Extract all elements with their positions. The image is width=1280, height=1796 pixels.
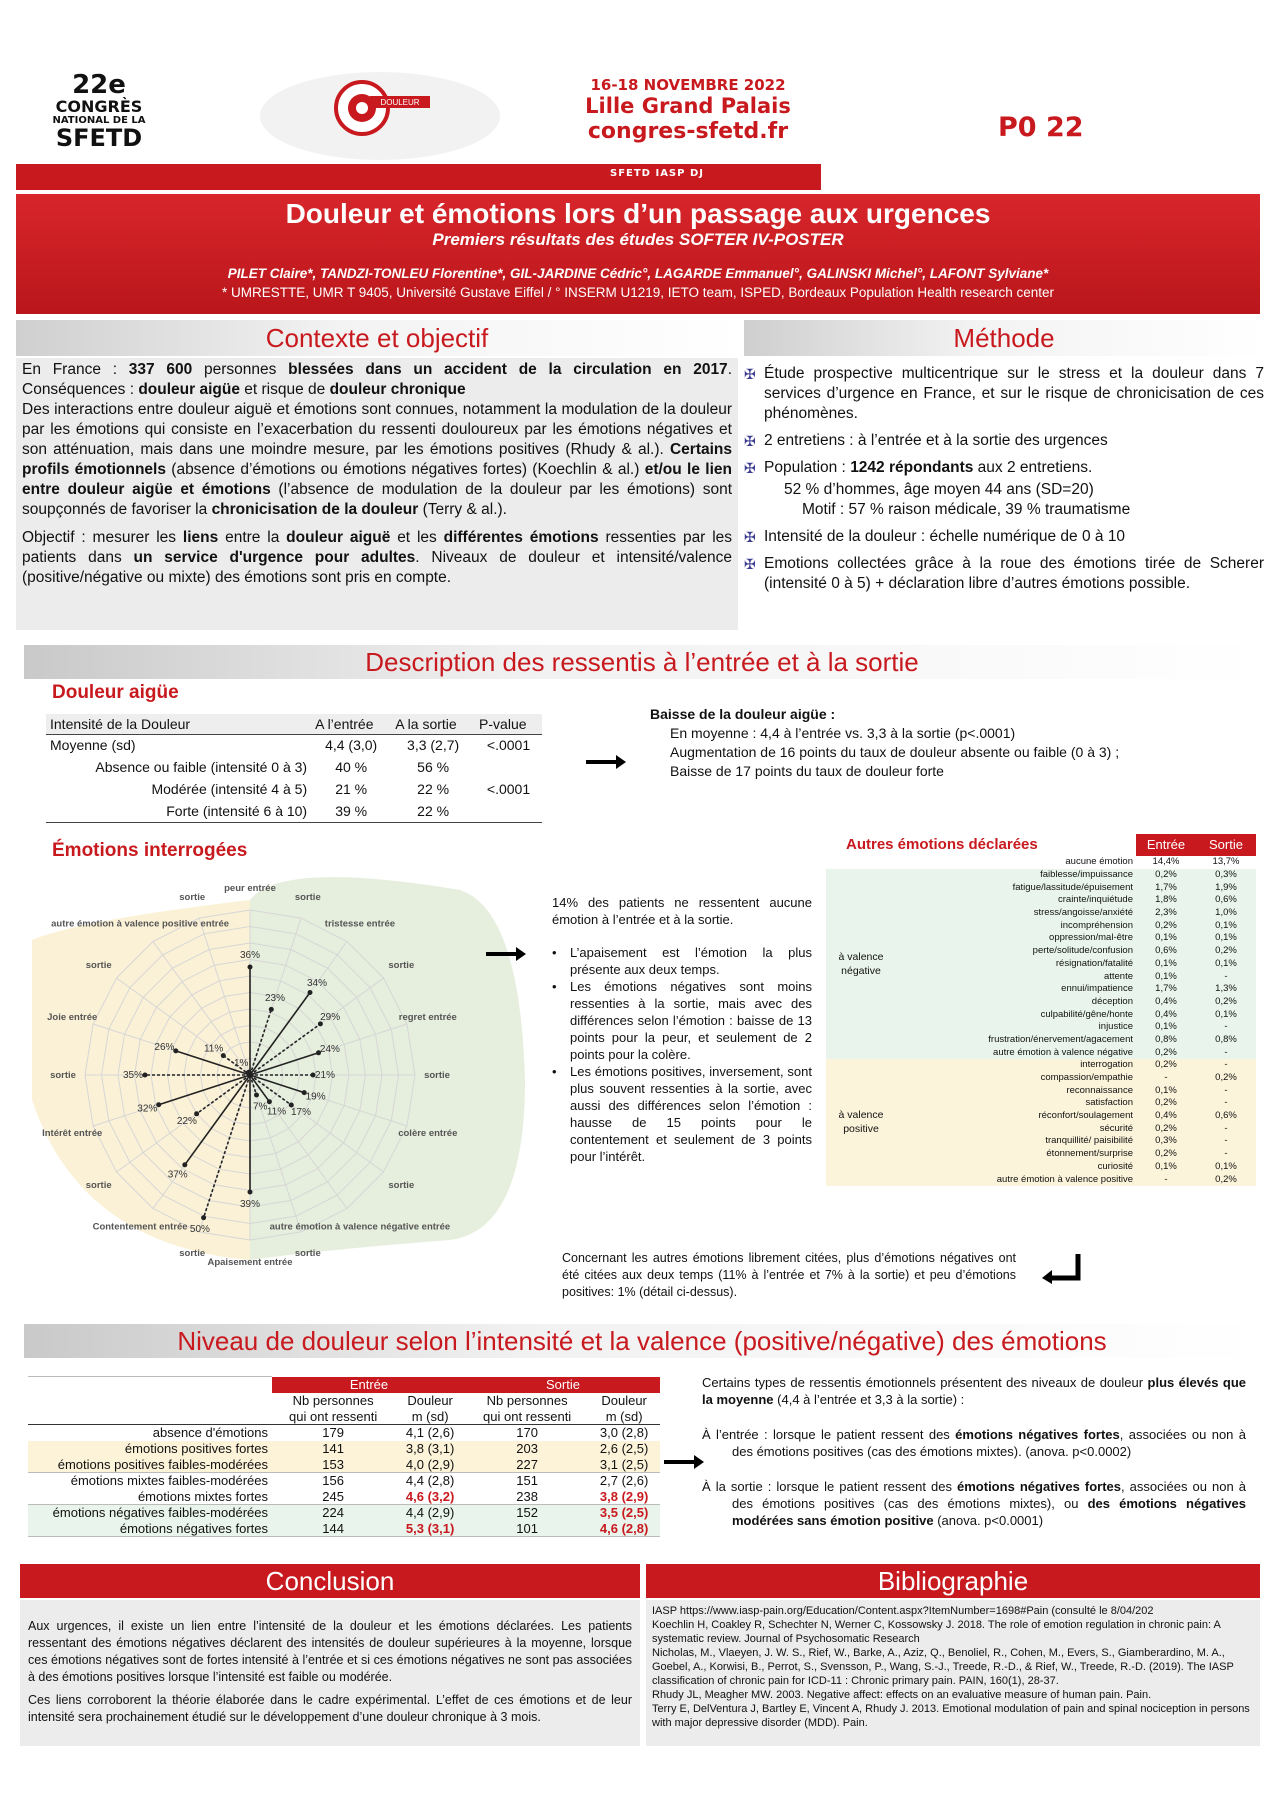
niveau-cell: 156 bbox=[322, 1473, 344, 1489]
radar-axis-label: tristesse entrée bbox=[324, 918, 396, 930]
congress-line1: CONGRÈS bbox=[55, 97, 143, 116]
emo-cell: - bbox=[1224, 1059, 1228, 1071]
autres-emotions-table bbox=[826, 834, 1256, 1186]
radar-axis-label: sortie bbox=[388, 960, 415, 972]
emo-cell: 0,1% bbox=[1215, 932, 1237, 944]
emo-cell: satisfaction bbox=[1085, 1097, 1133, 1109]
arrow-right-icon bbox=[664, 1452, 706, 1472]
emo-cell: 0,2% bbox=[1155, 1059, 1177, 1071]
contexte-heading: Contexte et objectif bbox=[16, 320, 738, 356]
emo-cell: déception bbox=[1091, 995, 1133, 1007]
bullet-star-icon: ✠ bbox=[744, 460, 756, 476]
niveau-cell: émotions positives fortes bbox=[124, 1441, 268, 1456]
radar-axis-label: autre émotion à valence positive entrée bbox=[51, 918, 230, 930]
niveau-subheader-row bbox=[28, 1409, 660, 1425]
niveau-cell: 144 bbox=[322, 1520, 344, 1536]
emo-cell: 0,3% bbox=[1215, 869, 1237, 881]
emo-cell: 0,1% bbox=[1155, 970, 1177, 982]
table-header: Intensité de la Douleur bbox=[46, 714, 311, 734]
emo-cell: 0,2% bbox=[1215, 945, 1237, 957]
radar-value-label: 50% bbox=[189, 1224, 210, 1236]
niveau-cell: 4,4 (2,9) bbox=[405, 1505, 455, 1521]
emo-cell: 2,3% bbox=[1155, 907, 1177, 919]
radar-value-label: 26% bbox=[154, 1042, 175, 1054]
radar-point bbox=[201, 1215, 206, 1220]
emo-cell: 1,7% bbox=[1155, 983, 1177, 995]
emo-cell: 0,2% bbox=[1155, 1046, 1177, 1058]
bib-ref: Rhudy JL, Meagher MW. 2003. Negative affect: effects on an evaluative measure of human pain. Pain. bbox=[652, 1689, 1152, 1701]
niveau-cell: 4,4 (2,8) bbox=[405, 1473, 455, 1489]
table-row bbox=[28, 1457, 660, 1473]
emo-cell: 0,2% bbox=[1155, 1122, 1177, 1134]
emo-cell: fatigue/lassitude/épuisement bbox=[1012, 881, 1133, 893]
table-header: P-value bbox=[475, 714, 542, 734]
emo-cell: résignation/fatalité bbox=[1055, 957, 1133, 969]
radar-axis-label: sortie bbox=[50, 1070, 76, 1081]
emo-cell: 0,8% bbox=[1215, 1033, 1237, 1045]
congress-line2: NATIONAL DE LA bbox=[52, 115, 146, 126]
radar-axis-label: sortie bbox=[388, 1179, 415, 1191]
niveau-cell: 152 bbox=[516, 1505, 538, 1521]
emo-cell: 0,2% bbox=[1215, 1072, 1237, 1084]
emo-cell: 0,6% bbox=[1155, 945, 1177, 957]
emo-cell: 0,1% bbox=[1215, 957, 1237, 969]
emo-cell: 1,3% bbox=[1215, 983, 1237, 995]
emo-cell: compassion/empathie bbox=[1040, 1072, 1133, 1084]
emo-cell: 0,4% bbox=[1155, 1008, 1177, 1020]
emo-cell: 0,1% bbox=[1155, 1160, 1177, 1172]
radar-point bbox=[248, 1190, 253, 1195]
table-header-row bbox=[46, 714, 542, 734]
radar-axis-label: sortie bbox=[424, 1070, 450, 1081]
title-banner bbox=[16, 194, 1260, 314]
table-row bbox=[28, 1441, 660, 1457]
congress-venue: Lille Grand Palais bbox=[585, 94, 791, 118]
douleur-table bbox=[46, 714, 542, 823]
emo-cell: faiblesse/impuissance bbox=[1040, 869, 1133, 881]
emblem-text: DOULEUR bbox=[380, 98, 420, 107]
contexte-para-1: En France : 337 600 personnes blessées dans un accident de la circulation en 2017. Conséquences : douleur aigüe et risque de douleur chronique bbox=[22, 361, 732, 398]
emo-title: Autres émotions déclarées bbox=[846, 836, 1038, 853]
emo-cell: 0,1% bbox=[1215, 919, 1237, 931]
niveau-col-header: qui ont ressenti bbox=[289, 1408, 378, 1424]
niveau-cell: 3,1 (2,5) bbox=[599, 1456, 649, 1472]
niveau-col-header: Nb personnes bbox=[486, 1393, 568, 1408]
niveau-cell: 3,8 (3,1) bbox=[405, 1441, 455, 1456]
bib-ref: Terry E, DelVentura J, Bartley E, Vincent A, Rhudy J. 2013. Emotional modulation of pain and spinal nociception in persons with major depressive disorder (MDD). Pain. bbox=[652, 1703, 1250, 1729]
emo-cell: - bbox=[1224, 1135, 1228, 1147]
table-row: Forte (intensité 6 à 10) 39 % 22 % bbox=[46, 800, 542, 822]
niveau-col-header: qui ont ressenti bbox=[483, 1408, 572, 1424]
methode-item: ✠ 2 entretiens : à l’entrée et à la sortie des urgences bbox=[744, 432, 1108, 449]
radar-value-label: 34% bbox=[306, 977, 328, 989]
methode-item: ✠ Emotions collectées grâce à la roue des émotions tirée de Scherer (intensité 0 à 5) + déclaration libre d’autres émotions possible. bbox=[744, 555, 1264, 592]
table-row: Moyenne (sd) 4,4 (3,0) 3,3 (2,7) <.0001 bbox=[50, 737, 531, 754]
emo-cell: autre émotion à valence positive bbox=[996, 1173, 1133, 1185]
bullet-star-icon: ✠ bbox=[744, 366, 756, 382]
emo-cell: 0,6% bbox=[1215, 894, 1237, 906]
radar-point bbox=[269, 1007, 274, 1012]
niveau-col-header: Douleur bbox=[407, 1393, 453, 1408]
emo-cell: ennui/impatience bbox=[1061, 983, 1133, 995]
emo-cell: - bbox=[1224, 970, 1228, 982]
radar-axis-label: sortie bbox=[294, 1247, 321, 1259]
emo-cell: 0,1% bbox=[1155, 932, 1177, 944]
emo-cell: 1,8% bbox=[1155, 894, 1177, 906]
niveau-cell: émotions mixtes fortes bbox=[137, 1488, 268, 1504]
conclusion-heading: Conclusion bbox=[20, 1564, 640, 1598]
baisse-block bbox=[650, 705, 1250, 781]
emo-cell: culpabilité/gêne/honte bbox=[1040, 1008, 1133, 1020]
radar-value-label: 22% bbox=[176, 1115, 197, 1127]
bullet-star-icon: ✠ bbox=[744, 529, 756, 545]
emotions-bullet: • Les émotions positives, inversement, sont plus souvent ressenties à la sortie, avec aussi des différences selon l’émotion : hausse de 15 points pour le contentement et seulement de 3 points pour l’intérêt. bbox=[552, 1064, 812, 1164]
emo-cell: frustration/énervement/agacement bbox=[988, 1033, 1133, 1045]
douleur-heading: Douleur aigüe bbox=[52, 682, 179, 703]
baisse-title: Baisse de la douleur aigüe : bbox=[650, 706, 836, 722]
emo-header-row bbox=[826, 834, 1256, 856]
congress-org: SFETD bbox=[55, 124, 143, 152]
baisse-line: Baisse de 17 points du taux de douleur forte bbox=[670, 763, 944, 779]
concern-text: Concernant les autres émotions librement citées, plus d’émotions négatives ont été citées aux deux temps (11% à l’entrée et 7% à la sortie) et peu d’émotions positives: 1% (détail ci-dessus). bbox=[562, 1251, 1016, 1299]
radar-axis-label: Joie entrée bbox=[47, 1012, 98, 1024]
congress-emblem-icon bbox=[250, 56, 510, 160]
niveau-cell: émotions positives faibles-modérées bbox=[57, 1456, 268, 1472]
baisse-line: En moyenne : 4,4 à l’entrée vs. 3,3 à la sortie (p<.0001) bbox=[670, 725, 1016, 741]
emo-cell: 0,1% bbox=[1155, 1084, 1177, 1096]
bibliographie-heading: Bibliographie bbox=[646, 1564, 1260, 1598]
methode-heading: Méthode bbox=[744, 320, 1264, 356]
emo-cell: 0,6% bbox=[1215, 1110, 1237, 1122]
emo-row bbox=[826, 856, 1256, 869]
niveau-table bbox=[28, 1376, 660, 1537]
emo-cell: 0,2% bbox=[1215, 995, 1237, 1007]
emo-cell: incompréhension bbox=[1060, 919, 1133, 931]
table-row bbox=[28, 1489, 660, 1505]
arrow-right-icon bbox=[486, 944, 528, 964]
niveau-cell: 179 bbox=[322, 1425, 344, 1441]
bibliographie-box bbox=[646, 1600, 1260, 1746]
table-row: Absence ou faible (intensité 0 à 3) 40 % 56 % bbox=[95, 759, 450, 775]
radar-value-label: 24% bbox=[319, 1044, 340, 1055]
emo-cell: 0,8% bbox=[1155, 1033, 1177, 1045]
arrow-back-icon bbox=[1040, 1254, 1082, 1284]
niveau-cell: 3,0 (2,8) bbox=[599, 1425, 649, 1441]
emo-cell: attente bbox=[1103, 970, 1133, 982]
emo-cell: 0,4% bbox=[1155, 995, 1177, 1007]
niveau-cell: 224 bbox=[322, 1505, 344, 1521]
radar-chart bbox=[20, 860, 530, 1280]
radar-point bbox=[308, 990, 313, 995]
niveau-cell: 2,6 (2,5) bbox=[599, 1441, 649, 1456]
radar-axis-label: Contentement entrée bbox=[92, 1221, 188, 1233]
emo-cell: tranquillité/ paisibilité bbox=[1045, 1135, 1133, 1147]
radar-axis-label: autre émotion à valence négative entrée bbox=[269, 1221, 451, 1233]
emo-col-header: Sortie bbox=[1196, 834, 1256, 856]
emo-cell: - bbox=[1224, 1097, 1228, 1109]
niveau-header-row bbox=[28, 1377, 660, 1393]
emo-group-label: à valence positive bbox=[838, 1109, 884, 1136]
emo-cell: 0,1% bbox=[1215, 1008, 1237, 1020]
niveau-col-header: m (sd) bbox=[605, 1408, 643, 1424]
niveau-cell: émotions négatives fortes bbox=[119, 1520, 268, 1536]
radar-point bbox=[267, 1099, 272, 1104]
emo-cell: réconfort/soulagement bbox=[1038, 1110, 1133, 1122]
congress-dates: 16-18 NOVEMBRE 2022 bbox=[590, 76, 786, 94]
radar-axis-label: regret entrée bbox=[398, 1012, 457, 1024]
radar-point bbox=[182, 1162, 187, 1167]
bib-ref: Koechlin H, Coakley R, Schechter N, Werner C, Kossowsky J. 2018. The role of emotion regulation in chronic pain: A systematic review. Journal of Psychosomatic Research bbox=[652, 1619, 1221, 1645]
emo-cell: 14,4% bbox=[1152, 856, 1180, 868]
niveau-cell: émotions négatives faibles-modérées bbox=[52, 1505, 268, 1521]
radar-value-label: 23% bbox=[264, 993, 286, 1004]
niveau-cell: émotions mixtes faibles-modérées bbox=[70, 1473, 268, 1489]
emo-cell: - bbox=[1164, 1072, 1168, 1084]
radar-axis-label: sortie bbox=[179, 1247, 206, 1259]
conclusion-para: Ces liens corroborent la théorie élaborée dans le cadre expérimental. L’effet de ces émotions et de leur intensité sera prochainement étudié sur le développement d’une douleur chronique à 3 mois. bbox=[28, 1693, 632, 1724]
radar-axis-label: colère entrée bbox=[398, 1127, 458, 1139]
radar-value-label: 1% bbox=[233, 1057, 249, 1069]
contexte-para-2: Des interactions entre douleur aiguë et émotions sont connues, notamment la modulation de la douleur par les émotions qui consiste en l’exacerbation du ressenti douloureux par les émotions négatives et son atténuation, mais dans une moindre mesure, par les émotions positives (Rhudy & al.). Certains profils émotionnels (absence d’émotions ou émotions négatives fortes) (Koechlin & al.) et/ou le lien entre douleur aigüe et émotions (l’absence de modulation de la douleur par les émotions) sont soupçonnés de favoriser la chronicisation de la douleur (Terry & al.). bbox=[22, 401, 732, 518]
radar-axis-label: sortie bbox=[179, 892, 206, 904]
emotions-bullet: • Les émotions négatives sont moins ressenties à la sortie, mais avec des différences selon l’émotion : baisse de 13 points pour la peur, et seulement de 2 points pour la colère. bbox=[552, 979, 812, 1062]
emo-cell: 0,2% bbox=[1155, 1148, 1177, 1160]
niveau-text-1: Certains types de ressentis émotionnels présentent des niveaux de douleur plus élevés que la moyenne (4,4 à l’entrée et 3,3 à la sortie) : bbox=[702, 1375, 1246, 1407]
radar-value-label: 29% bbox=[320, 1011, 341, 1023]
emo-cell: curiosité bbox=[1097, 1160, 1133, 1172]
congress-number: 22e bbox=[72, 70, 126, 100]
table-row bbox=[28, 1521, 660, 1537]
niveau-cell: 3,5 (2,5) bbox=[599, 1505, 649, 1521]
poster-id: P0 22 bbox=[998, 112, 1084, 143]
emo-cell: 0,2% bbox=[1155, 1097, 1177, 1109]
niveau-cell: 238 bbox=[516, 1488, 538, 1504]
emo-cell: sécurité bbox=[1099, 1122, 1133, 1134]
niveau-heading: Niveau de douleur selon l’intensité et la valence (positive/négative) des émotions bbox=[24, 1324, 1260, 1358]
niveau-cell: 227 bbox=[516, 1456, 538, 1472]
niveau-text-2: À l’entrée : lorsque le patient ressent des émotions négatives fortes, associées ou non à des émotions positives (cas des émotions mixtes). (anova. p<0.0002) bbox=[702, 1427, 1246, 1459]
emo-cell: aucune émotion bbox=[1065, 856, 1133, 868]
emo-cell: 0,1% bbox=[1155, 957, 1177, 969]
niveau-cell: 170 bbox=[516, 1425, 538, 1441]
niveau-cell: 101 bbox=[516, 1520, 538, 1536]
congress-website[interactable]: congres-sfetd.fr bbox=[587, 119, 789, 144]
niveau-group-entree: Entrée bbox=[272, 1377, 466, 1393]
table-row bbox=[28, 1473, 660, 1489]
niveau-text-3: À la sortie : lorsque le patient ressent des émotions négatives fortes, associées ou non à des émotions positives (cas des émotions mixtes), ou des émotions négatives modérées sans émotion positive (anova. p<0.0001) bbox=[702, 1479, 1246, 1528]
radar-value-label: 19% bbox=[305, 1091, 326, 1103]
radar-value-label: 36% bbox=[239, 950, 261, 961]
niveau-cell: 245 bbox=[322, 1488, 344, 1504]
radar-point bbox=[254, 1093, 259, 1098]
conclusion-para: Aux urgences, il existe un lien entre l’intensité de la douleur et les émotions déclarées. Les patients ressentant des émotions négatives déclarent des intensités de douleur supérieures à la moyenne, lorsque ces émotions négatives sont de fortes intensité à l’entrée et si ces émotions négatives ne sont pas associées à des émotions positives lorsque l’intensité est faible ou modérée. bbox=[28, 1619, 632, 1684]
emo-cell: - bbox=[1224, 1122, 1228, 1134]
emo-cell: 1,0% bbox=[1215, 907, 1237, 919]
emo-cell: 0,1% bbox=[1215, 1160, 1237, 1172]
bullet-star-icon: ✠ bbox=[744, 433, 756, 449]
radar-point bbox=[248, 965, 253, 970]
niveau-cell: 4,1 (2,6) bbox=[405, 1425, 455, 1441]
emo-row bbox=[826, 869, 1256, 882]
emo-cell: - bbox=[1224, 1046, 1228, 1058]
radar-value-label: 35% bbox=[122, 1070, 144, 1081]
emo-cell: 0,2% bbox=[1215, 1173, 1237, 1185]
emo-cell: - bbox=[1224, 1084, 1228, 1096]
conclusion-box bbox=[20, 1600, 640, 1746]
emo-cell: 0,1% bbox=[1155, 1021, 1177, 1033]
emo-cell: 0,2% bbox=[1155, 919, 1177, 931]
emo-group-label: à valence négative bbox=[838, 950, 884, 977]
radar-axis-label: sortie bbox=[85, 1179, 112, 1191]
emo-col-header: Entrée bbox=[1136, 834, 1196, 856]
emo-cell: étonnement/surprise bbox=[1046, 1148, 1133, 1160]
methode-item: ✠ Intensité de la douleur : échelle numérique de 0 à 10 bbox=[744, 528, 1126, 545]
niveau-cell: 141 bbox=[322, 1441, 344, 1456]
table-row bbox=[28, 1505, 660, 1521]
niveau-cell: 4,6 (2,8) bbox=[599, 1520, 649, 1536]
emo-cell: 0,4% bbox=[1155, 1110, 1177, 1122]
radar-value-label: 37% bbox=[167, 1169, 188, 1181]
radar-point bbox=[247, 1070, 252, 1075]
methode-item: ✠ Étude prospective multicentrique sur le stress et la douleur dans 7 services d’urgence en France, et sur le risque de chronicisation de ces phénomènes. bbox=[744, 365, 1264, 422]
radar-value-label: 11% bbox=[266, 1106, 287, 1118]
niveau-cell: 4,0 (2,9) bbox=[405, 1456, 455, 1472]
niveau-cell: 203 bbox=[516, 1441, 538, 1456]
emotions-heading: Émotions interrogées bbox=[52, 840, 248, 861]
contexte-objectif: Objectif : mesurer les liens entre la douleur aiguë et les différentes émotions ressenties par les patients dans un service d'urgence pour adultes. Niveaux de douleur et intensité/valence (positive/négative ou mixte) des émotions sont pris en compte. bbox=[22, 529, 733, 586]
emo-cell: 0,3% bbox=[1155, 1135, 1177, 1147]
niveau-cell: 4,6 (3,2) bbox=[405, 1488, 455, 1504]
niveau-col-header: Douleur bbox=[601, 1393, 647, 1408]
bib-ref: IASP https://www.iasp-pain.org/Education/Content.aspx?ItemNumber=1698#Pain (consulté le 8/04/202 bbox=[652, 1605, 1154, 1617]
table-row bbox=[28, 1425, 660, 1441]
niveau-col-header: m (sd) bbox=[411, 1408, 449, 1424]
emotions-bullet: • L’apaisement est l’émotion la plus présente aux deux temps. bbox=[552, 945, 812, 977]
emo-cell: stress/angoisse/anxiété bbox=[1033, 907, 1133, 919]
radar-axis-label: sortie bbox=[294, 892, 321, 904]
emo-cell: 1,7% bbox=[1155, 881, 1177, 893]
poster-title: Douleur et émotions lors d’un passage aux urgences bbox=[285, 198, 991, 229]
emo-cell: - bbox=[1224, 1021, 1228, 1033]
niveau-cell: absence d'émotions bbox=[152, 1425, 268, 1441]
niveau-cell: 2,7 (2,6) bbox=[599, 1473, 649, 1489]
niveau-col-header: Nb personnes bbox=[292, 1393, 374, 1408]
niveau-cell: 3,8 (2,9) bbox=[599, 1488, 649, 1504]
methode-pop-l2: 52 % d’hommes, âge moyen 44 ans (SD=20) bbox=[784, 481, 1094, 498]
table-header: A l’entrée bbox=[311, 714, 391, 734]
emo-cell: crainte/inquiétude bbox=[1058, 894, 1133, 906]
emo-cell: 13,7% bbox=[1212, 856, 1240, 868]
table-header: A la sortie bbox=[391, 714, 475, 734]
emo-cell: reconnaissance bbox=[1066, 1084, 1133, 1096]
radar-value-label: 21% bbox=[314, 1070, 336, 1081]
poster-authors: PILET Claire*, TANDZI-TONLEU Florentine*, GIL-JARDINE Cédric°, LAGARDE Emmanuel°, GALINSKI Michel°, LAFONT Sylviane* bbox=[227, 266, 1049, 281]
radar-axis-label: Intérêt entrée bbox=[42, 1127, 103, 1139]
radar-value-label: 17% bbox=[290, 1107, 312, 1118]
emo-cell: 0,2% bbox=[1155, 869, 1177, 881]
arrow-right-icon bbox=[586, 752, 628, 772]
emotions-text: 14% des patients ne ressentent aucune émotion à l’entrée et à la sortie. bbox=[552, 895, 812, 927]
emo-cell: 1,9% bbox=[1215, 881, 1237, 893]
radar-value-label: 7% bbox=[252, 1101, 268, 1113]
radar-value-label: 11% bbox=[203, 1043, 224, 1055]
bullet-star-icon: ✠ bbox=[744, 556, 756, 572]
niveau-subheader-row bbox=[28, 1393, 660, 1409]
emo-cell: oppression/mal-être bbox=[1049, 932, 1133, 944]
radar-axis-label: Apaisement entrée bbox=[207, 1257, 293, 1268]
niveau-text bbox=[702, 1374, 1246, 1529]
radar-value-label: 39% bbox=[239, 1199, 261, 1210]
radar-value-label: 32% bbox=[137, 1103, 158, 1115]
bib-ref: Nicholas, M., Vlaeyen, J. W. S., Rief, W., Barke, A., Aziz, Q., Benoliel, R., Cohen, M., Evers, S., Giamberardino, M. A., Goebel, A., Korwisi, B., Perrot, S., Svensson, P., Wang, S.-J., Treede, R.-D., & Rief, W., Treede, R.-D. (2019). The IASP classification of chronic pain for ICD-11 : Chronic primary pain. PAIN, 160(1), 28-37. bbox=[652, 1647, 1234, 1687]
description-heading: Description des ressentis à l’entrée et à la sortie bbox=[24, 645, 1260, 679]
table-row: Modérée (intensité 4 à 5) 21 % 22 % <.0001 bbox=[151, 781, 531, 797]
emo-cell: - bbox=[1164, 1173, 1168, 1185]
radar-axis-label: sortie bbox=[85, 960, 112, 972]
niveau-group-sortie: Sortie bbox=[466, 1377, 660, 1393]
baisse-line: Augmentation de 16 points du taux de douleur absente ou faible (0 à 3) ; bbox=[670, 744, 1120, 760]
methode-list bbox=[744, 364, 1264, 601]
contexte-box bbox=[16, 358, 738, 630]
methode-pop-l3: Motif : 57 % raison médicale, 39 % traumatisme bbox=[802, 501, 1131, 518]
emotions-summary bbox=[552, 894, 812, 1165]
niveau-cell: 153 bbox=[322, 1456, 344, 1472]
niveau-cell: 5,3 (3,1) bbox=[405, 1520, 455, 1536]
emo-cell: interrogation bbox=[1080, 1059, 1133, 1071]
methode-item: ✠ Population : 1242 répondants aux 2 entretiens. bbox=[744, 459, 1093, 476]
congress-logo bbox=[44, 72, 154, 150]
emo-cell: - bbox=[1224, 1148, 1228, 1160]
emo-cell: autre émotion à valence négative bbox=[993, 1046, 1133, 1058]
poster-affiliations: * UMRESTTE, UMR T 9405, Université Gustave Eiffel / ° INSERM U1219, IETO team, ISPED, Bordeaux Population Health research center bbox=[222, 285, 1054, 300]
radar-point bbox=[143, 1073, 148, 1078]
poster-subtitle: Premiers résultats des études SOFTER IV-POSTER bbox=[432, 230, 844, 249]
radar-axis-label: peur entrée bbox=[224, 883, 276, 894]
emo-cell: perte/solitude/confusion bbox=[1032, 945, 1133, 957]
partner-logos: SFETD IASP DJ bbox=[610, 168, 704, 179]
congress-info bbox=[578, 76, 798, 145]
niveau-cell: 151 bbox=[516, 1473, 538, 1489]
emo-row bbox=[826, 1059, 1256, 1072]
emo-cell: injustice bbox=[1098, 1021, 1133, 1033]
